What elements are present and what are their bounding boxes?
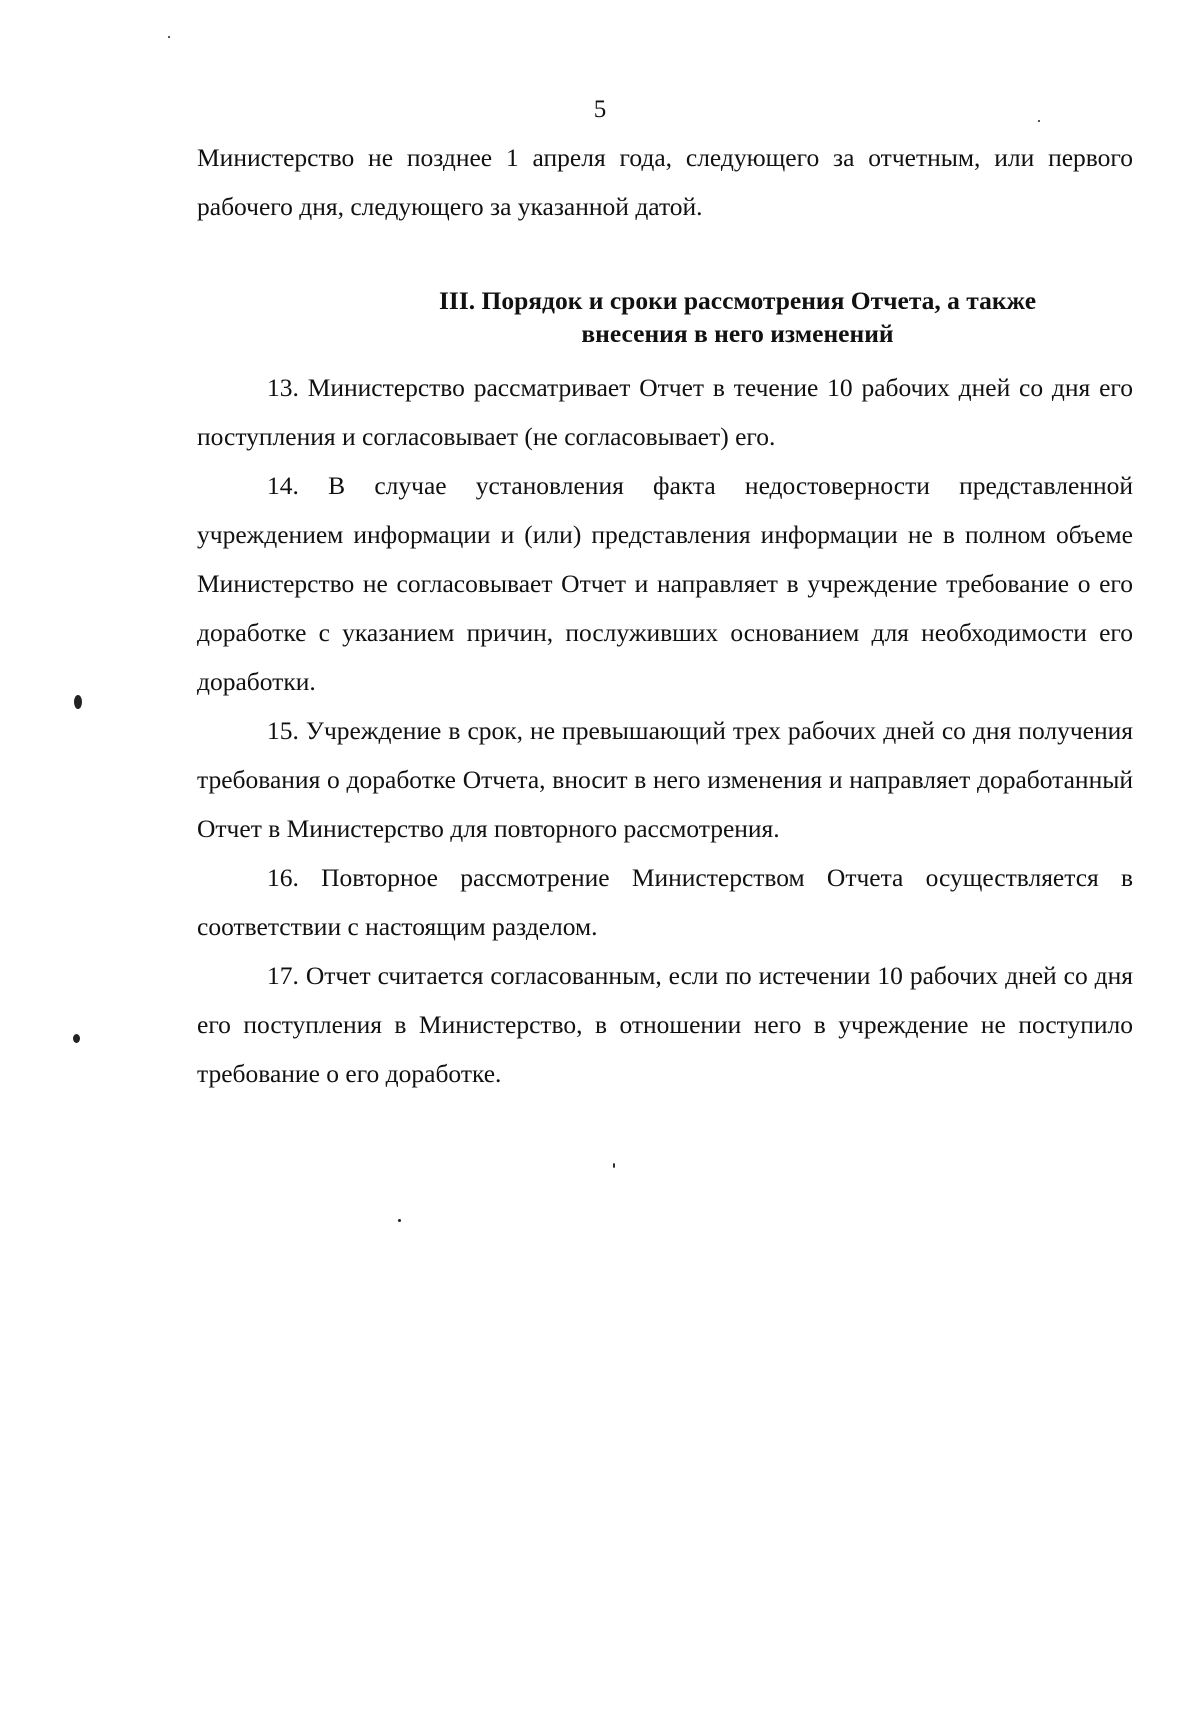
scan-speck (398, 1219, 401, 1222)
section-heading-line1: III. Порядок и сроки рассмотрения Отчета, а также (438, 286, 1037, 315)
section-heading-line2: внесения в него изменений (581, 319, 894, 348)
page-number: 5 (593, 96, 607, 123)
paragraph-16: 16. Повторное рассмотрение Министерством Отчета осуществляется в соответствии с настоящим разделом. (197, 863, 1133, 941)
scan-speck (74, 695, 82, 709)
scan-speck (168, 36, 170, 38)
section-heading (197, 284, 1133, 350)
intro-paragraph: Министерство не позднее 1 апреля года, следующего за отчетным, или первого рабочего дня, следующего за указанной датой. (197, 143, 1133, 221)
paragraph-13: 13. Министерство рассматривает Отчет в течение 10 рабочих дней со дня его поступления и согласовывает (не согласовывает) его. (197, 373, 1133, 451)
paragraph-15: 15. Учреждение в срок, не превышающий трех рабочих дней со дня получения требования о доработке Отчета, вносит в него изменения и направляет доработанный Отчет в Министерство для повторного рассмотрения. (197, 716, 1133, 843)
section-body (197, 363, 1133, 1098)
intro-block (197, 133, 1133, 231)
scan-speck (613, 1163, 615, 1168)
scan-speck (73, 1034, 80, 1043)
scan-speck (1038, 120, 1040, 122)
paragraph-17: 17. Отчет считается согласованным, если по истечении 10 рабочих дней со дня его поступления в Министерство, в отношении него в учреждение не поступило требование о его доработке. (197, 961, 1133, 1088)
paragraph-14: 14. В случае установления факта недостоверности представленной учреждением информации и (или) представления информации не в полном объеме Министерство не согласовывает Отчет и направляет в учреждение требование о его доработке с указанием причин, послуживших основанием для необходимости его доработки. (197, 471, 1133, 696)
